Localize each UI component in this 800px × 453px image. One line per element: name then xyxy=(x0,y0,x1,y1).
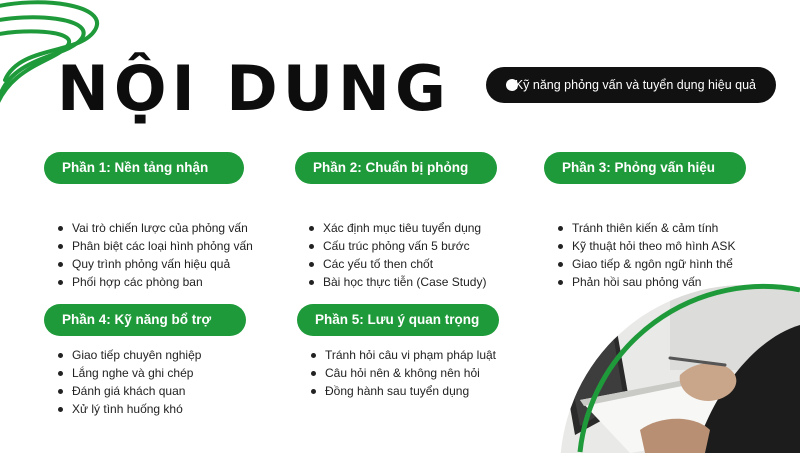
section-5 xyxy=(297,304,499,400)
list-item: Giao tiếp & ngôn ngữ hình thể xyxy=(558,255,746,273)
section-list xyxy=(295,219,497,291)
subtitle-text: Kỹ năng phỏng vấn và tuyển dụng hiệu quả xyxy=(514,78,756,92)
list-item: Phản hồi sau phỏng vấn xyxy=(558,273,746,291)
list-item: Câu hỏi nên & không nên hỏi xyxy=(311,364,499,382)
page-title: NỘI DUNG xyxy=(57,52,451,125)
section-heading: Phần 2: Chuẩn bị phỏng vấn xyxy=(295,152,497,184)
section-list xyxy=(44,346,246,418)
list-item: Đồng hành sau tuyển dụng xyxy=(311,382,499,400)
section-4 xyxy=(44,304,246,418)
section-heading: Phần 4: Kỹ năng bổ trợ xyxy=(44,304,246,336)
list-item: Bài học thực tiễn (Case Study) xyxy=(309,273,497,291)
section-3 xyxy=(544,152,746,291)
list-item: Xử lý tình huống khó xyxy=(58,400,246,418)
section-heading: Phần 3: Phỏng vấn hiệu quả xyxy=(544,152,746,184)
list-item: Kỹ thuật hỏi theo mô hình ASK xyxy=(558,237,746,255)
list-item: Đánh giá khách quan xyxy=(58,382,246,400)
list-item: Phân biệt các loại hình phỏng vấn xyxy=(58,237,253,255)
subtitle-pill xyxy=(486,67,776,103)
list-item: Giao tiếp chuyên nghiệp xyxy=(58,346,246,364)
section-2 xyxy=(295,152,497,291)
list-item: Lắng nghe và ghi chép xyxy=(58,364,246,382)
list-item: Cấu trúc phỏng vấn 5 bước xyxy=(309,237,497,255)
section-list xyxy=(44,219,253,291)
list-item: Tránh thiên kiến & cảm tính xyxy=(558,219,746,237)
list-item: Các yếu tố then chốt xyxy=(309,255,497,273)
list-item: Phối hợp các phòng ban xyxy=(58,273,253,291)
business-meeting-photo xyxy=(520,280,800,453)
list-item: Vai trò chiến lược của phỏng vấn xyxy=(58,219,253,237)
section-1 xyxy=(44,152,253,291)
list-item: Xác định mục tiêu tuyển dụng xyxy=(309,219,497,237)
list-item: Tránh hỏi câu vi phạm pháp luật xyxy=(311,346,499,364)
list-item: Quy trình phỏng vấn hiệu quả xyxy=(58,255,253,273)
section-list xyxy=(297,346,499,400)
section-heading: Phần 1: Nền tảng nhận thức xyxy=(44,152,244,184)
section-heading: Phần 5: Lưu ý quan trọng xyxy=(297,304,499,336)
